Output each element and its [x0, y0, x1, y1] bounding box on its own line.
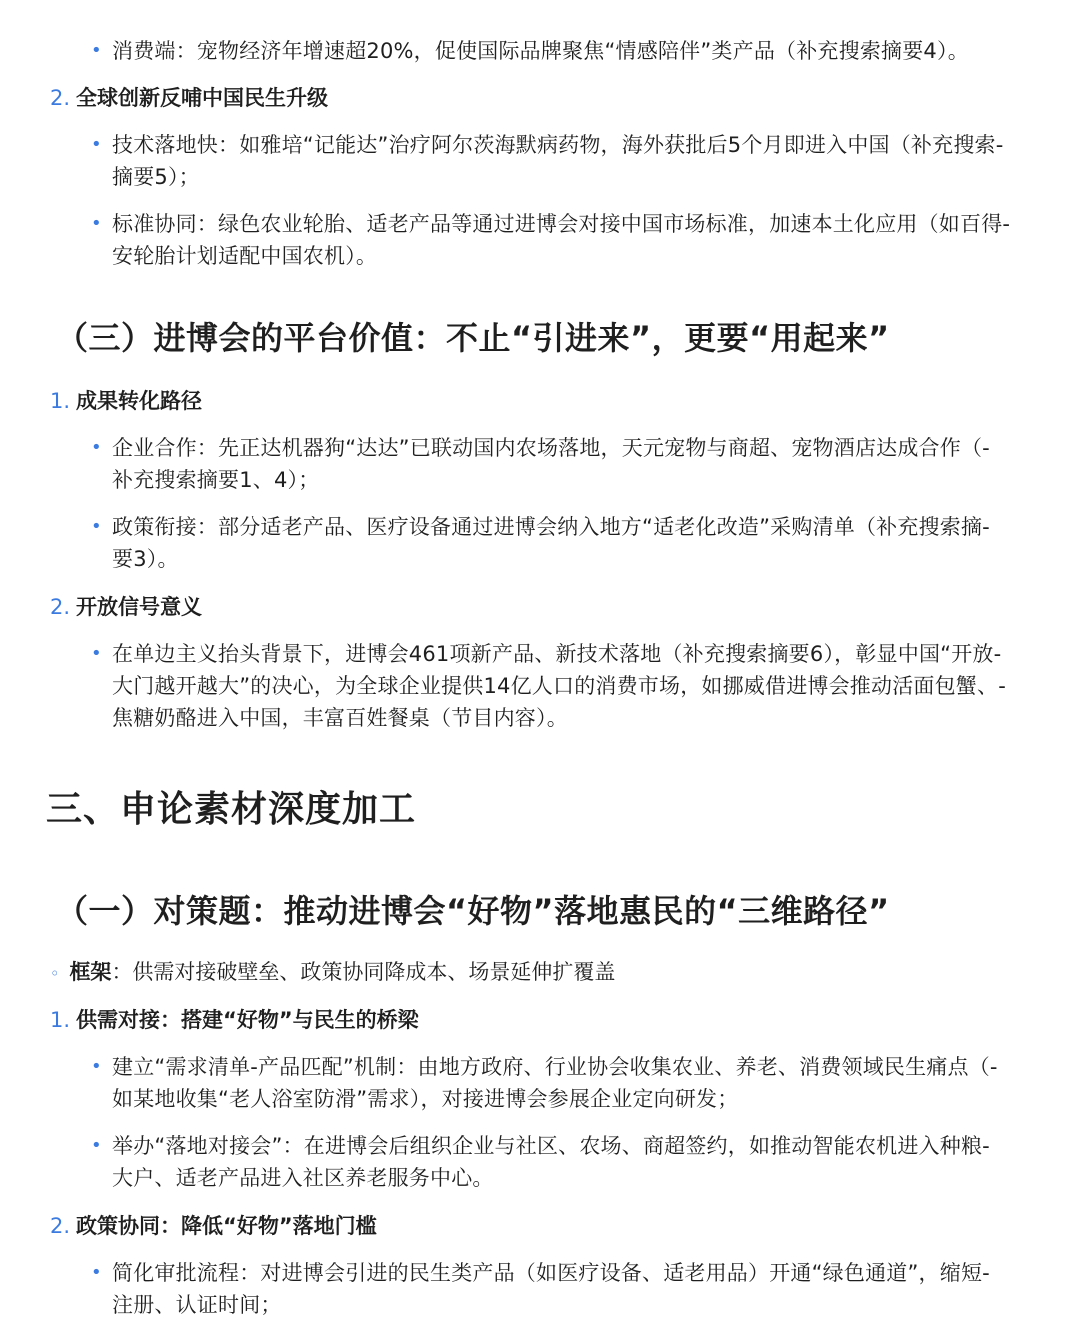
- framework-line: ◦ 框架：供需对接破壁垒、政策协同降成本、场景延伸扩覆盖: [50, 960, 616, 984]
- numbered-heading: 2. 政策协同：降低“好物”落地门槛: [50, 1214, 377, 1238]
- bullet-icon: •: [91, 213, 102, 234]
- list-item: • 建立“需求清单-产品匹配”机制：由地方政府、行业协会收集农业、养老、消费领域民生痛点（- 如某地收集“老人浴室防滑”需求），对接进博会参展企业定向研发；: [91, 1051, 1068, 1115]
- numbered-heading: 1. 供需对接：搭建“好物”与民生的桥梁: [50, 1008, 419, 1032]
- numbered-heading: 2. 全球创新反哺中国民生升级: [50, 86, 329, 110]
- circle-bullet-icon: ◦: [50, 964, 60, 983]
- bullet-icon: •: [91, 1262, 102, 1283]
- bullet-icon: •: [91, 40, 102, 61]
- bullet-icon: •: [91, 643, 102, 664]
- bullet-icon: •: [91, 437, 102, 458]
- list-item: • 企业合作：先正达机器狗“达达”已联动国内农场落地，天元宠物与商超、宠物酒店达成合作（- 补充搜索摘要1、4）；: [91, 432, 1068, 496]
- bullet-icon: •: [91, 516, 102, 537]
- section-heading: （三）进博会的平台价值：不止“引进来”，更要“用起来”: [56, 319, 890, 357]
- list-item: • 简化审批流程：对进博会引进的民生类产品（如医疗设备、适老用品）开通“绿色通道”，缩短- 注册、认证时间；: [91, 1257, 1068, 1321]
- list-item: • 政策衔接：部分适老产品、医疗设备通过进博会纳入地方“适老化改造”采购清单（补充搜索摘- 要3）。: [91, 511, 1068, 575]
- numbered-heading: 2. 开放信号意义: [50, 595, 203, 619]
- list-item: • 举办“落地对接会”：在进博会后组织企业与社区、农场、商超签约，如推动智能农机进入种粮- 大户、适老产品进入社区养老服务中心。: [91, 1130, 1068, 1194]
- bullet-icon: •: [91, 134, 102, 155]
- list-item: • 技术落地快：如雅培“记能达”治疗阿尔茨海默病药物，海外获批后5个月即进入中国（补充搜索- 摘要5）；: [91, 129, 1068, 193]
- list-item: • 在单边主义抬头背景下，进博会461项新产品、新技术落地（补充搜索摘要6），彰显中国“开放- 大门越开越大”的决心，为全球企业提供14亿人口的消费市场，如挪威借进博会推动活面包蟹、- 焦糖奶酪进入中国，丰富百姓餐桌（节目内容）。: [91, 638, 1068, 734]
- bullet-icon: •: [91, 1135, 102, 1156]
- bullet-icon: •: [91, 1056, 102, 1077]
- numbered-heading: 1. 成果转化路径: [50, 389, 203, 413]
- list-item: • 消费端：宠物经济年增速超20%，促使国际品牌聚焦“情感陪伴”类产品（补充搜索摘要4）。: [91, 35, 1068, 67]
- list-item: • 标准协同：绿色农业轮胎、适老产品等通过进博会对接中国市场标准，加速本土化应用（如百得- 安轮胎计划适配中国农机）。: [91, 208, 1068, 272]
- section-heading: （一）对策题：推动进博会“好物”落地惠民的“三维路径”: [56, 892, 890, 930]
- chapter-heading: 三、申论素材深度加工: [46, 789, 417, 830]
